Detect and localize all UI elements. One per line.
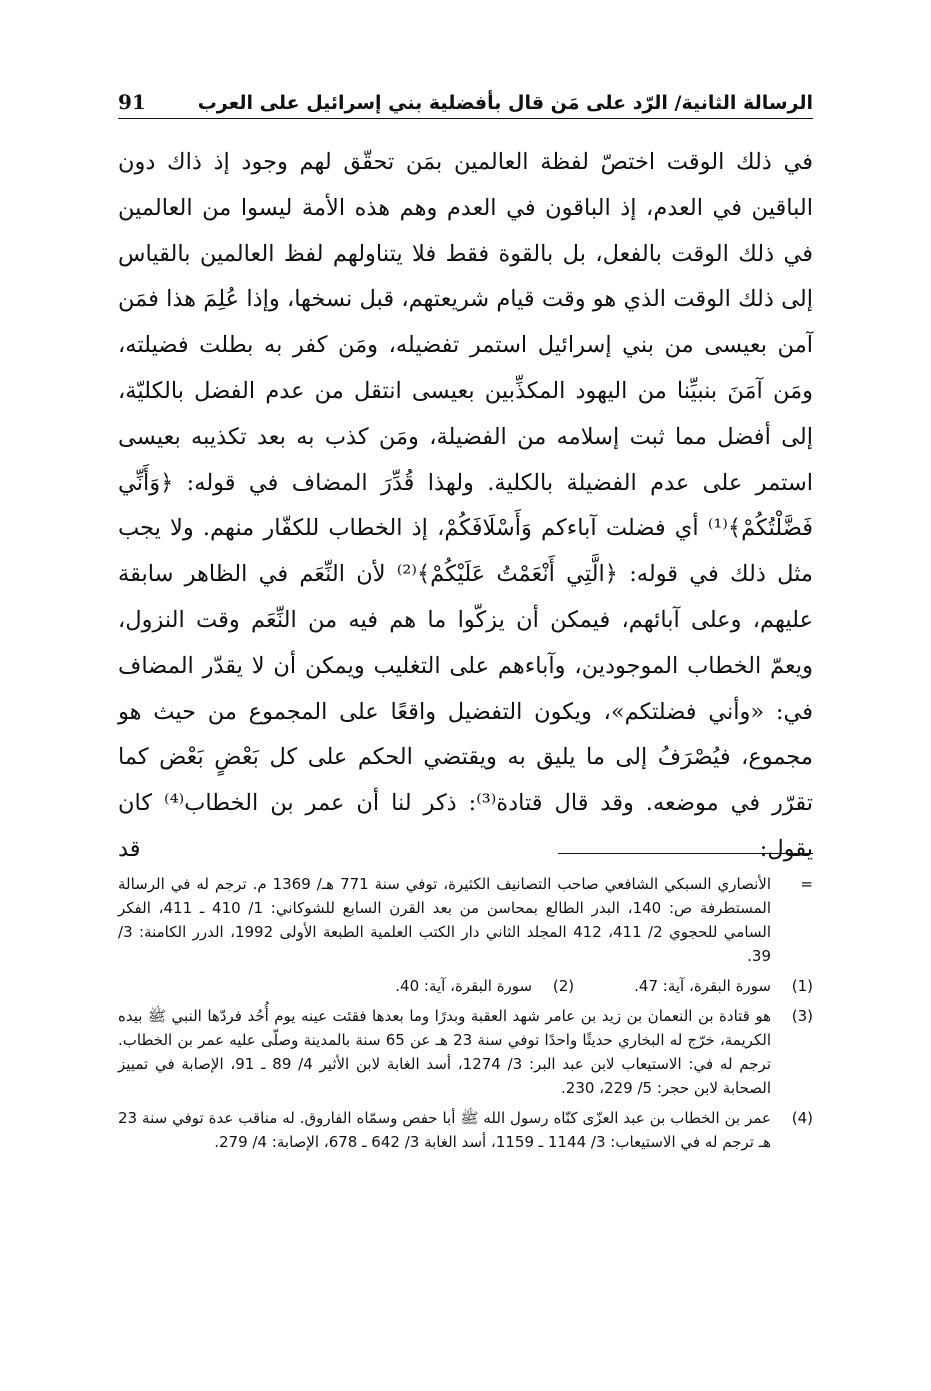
footnote-2-text: سورة البقرة، آية: 40. bbox=[395, 977, 533, 995]
footnote-continuation-text: الأنصاري السبكي الشافعي صاحب التصانيف الكثيرة، توفي سنة 771 هـ/ 1369 م. ترجم له في الرسالة المستطرفة ص: 140، البدر الطالع بمحاسن من بعد القرن السابع للشوكاني: 1/ 410 ـ 411، الفكر السامي للحجوي 2/ 411، 412 المجلد الثاني دار الكتب العلمية الطبعة الأولى 1992، الدرر الكامنة: 3/ 39. bbox=[118, 875, 772, 965]
footnote-3-text: هو قتادة بن النعمان بن زيد بن عامر شهد العقبة وبدرًا وما بعدها فقئت عينه يوم أُحُد فردّها النبي ﷺ بيده الكريمة، خرّج له البخاري حديثًا واحدًا توفي سنة 23 هـ عن 65 سنة بالمدينة وصلّى عليه عمر بن الخطاب. ترجم له في: الاستيعاب لابن عبد البر: 3/ 1274، أسد الغابة لابن الأثير 4/ 89 ـ 91، الإصابة في تمييز الصحابة لابن حجر: 5/ 229، 230. bbox=[118, 1007, 771, 1097]
footnote-4 bbox=[118, 1106, 813, 1154]
running-title: الرسالة الثانية/ الرّد على مَن قال بأفضلية بني إسرائيل على العرب bbox=[197, 92, 813, 114]
main-text bbox=[118, 140, 813, 862]
footnote-2-marker: (2) bbox=[552, 977, 575, 995]
footnote-3-marker: (3) bbox=[791, 1007, 813, 1025]
footnote-separator bbox=[558, 853, 813, 854]
footnote-4-text: عمر بن الخطاب بن عبد العزّى كنّاه رسول الله ﷺ أبا حفص وسمّاه الفاروق. له مناقب عدة توفي سنة 23 هـ ترجم له في الاستيعاب: 3/ 1144 ـ 1159، أسد الغابة 3/ 642 ـ 678، الإصابة: 4/ 279. bbox=[118, 1109, 771, 1151]
footnotes bbox=[118, 872, 813, 1160]
footnote-1 bbox=[634, 974, 813, 998]
footnote-4-marker: (4) bbox=[791, 1109, 813, 1127]
page-number: 91 bbox=[118, 90, 146, 114]
footnote-1-text: سورة البقرة، آية: 47. bbox=[634, 977, 771, 995]
footnote-continuation-marker: = bbox=[800, 875, 813, 893]
body-paragraph: في ذلك الوقت اختصّ لفظة العالمين بمَن تحقّق لهم وجود إذ ذاك دون الباقين في العدم، إذ الباقون في العدم وهم هذه الأمة ليسوا من العالمين في ذلك الوقت بالفعل، بل بالقوة فقط فلا يتناولهم لفظ العالمين بالقياس إلى ذلك الوقت الذي هو وقت قيام شريعتهم، قبل نسخها، وإذا عُلِمَ هذا فمَن آمن بعيسى من بني إسرائيل استمر تفضيله، ومَن كفر به بطلت فضيلته، ومَن آمَنَ بنبيِّنا من اليهود المكذِّبين بعيسى انتقل من عدم الفضل بالكليّة، إلى أفضل مما ثبت إسلامه من الفضيلة، ومَن كذب به بعد تكذيبه بعيسى استمر على عدم الفضيلة بالكلية. ولهذا قُدِّرَ المضاف في قوله: ﴿وَأَنِّي فَضَّلْتُكُمْ﴾⁽¹⁾ أي فضلت آباءكم وَأَسْلَافَكُمْ، إذ الخطاب للكفّار منهم. ولا يجب مثل ذلك في قوله: ﴿الَّتِي أَنْعَمْتُ عَلَيْكُمْ﴾⁽²⁾ لأن النِّعَم في الظاهر سابقة عليهم، وعلى آبائهم، فيمكن أن يزكّوا ما هم فيه من النِّعَم وقت النزول، ويعمّ الخطاب الموجودين، وآباءهم على التغليب ويمكن أن لا يقدّر المضاف في: «وأني فضلتكم»، ويكون التفضيل واقعًا على المجموع من حيث هو مجموع، فيُصْرَفُ إلى ما يليق به ويقتضي الحكم على كل بَعْضٍ بَعْض كما تقرّر في موضعه. وقد قال قتادة⁽³⁾: ذكر لنا أن عمر بن الخطاب⁽⁴⁾ كان يقول: قد bbox=[118, 149, 813, 862]
running-header bbox=[118, 80, 813, 119]
footnote-1-marker: (1) bbox=[791, 977, 813, 995]
footnote-pair-1-2 bbox=[118, 974, 813, 998]
footnote-2 bbox=[395, 974, 574, 998]
footnote-3 bbox=[118, 1004, 813, 1100]
footnote-continuation bbox=[118, 872, 813, 968]
